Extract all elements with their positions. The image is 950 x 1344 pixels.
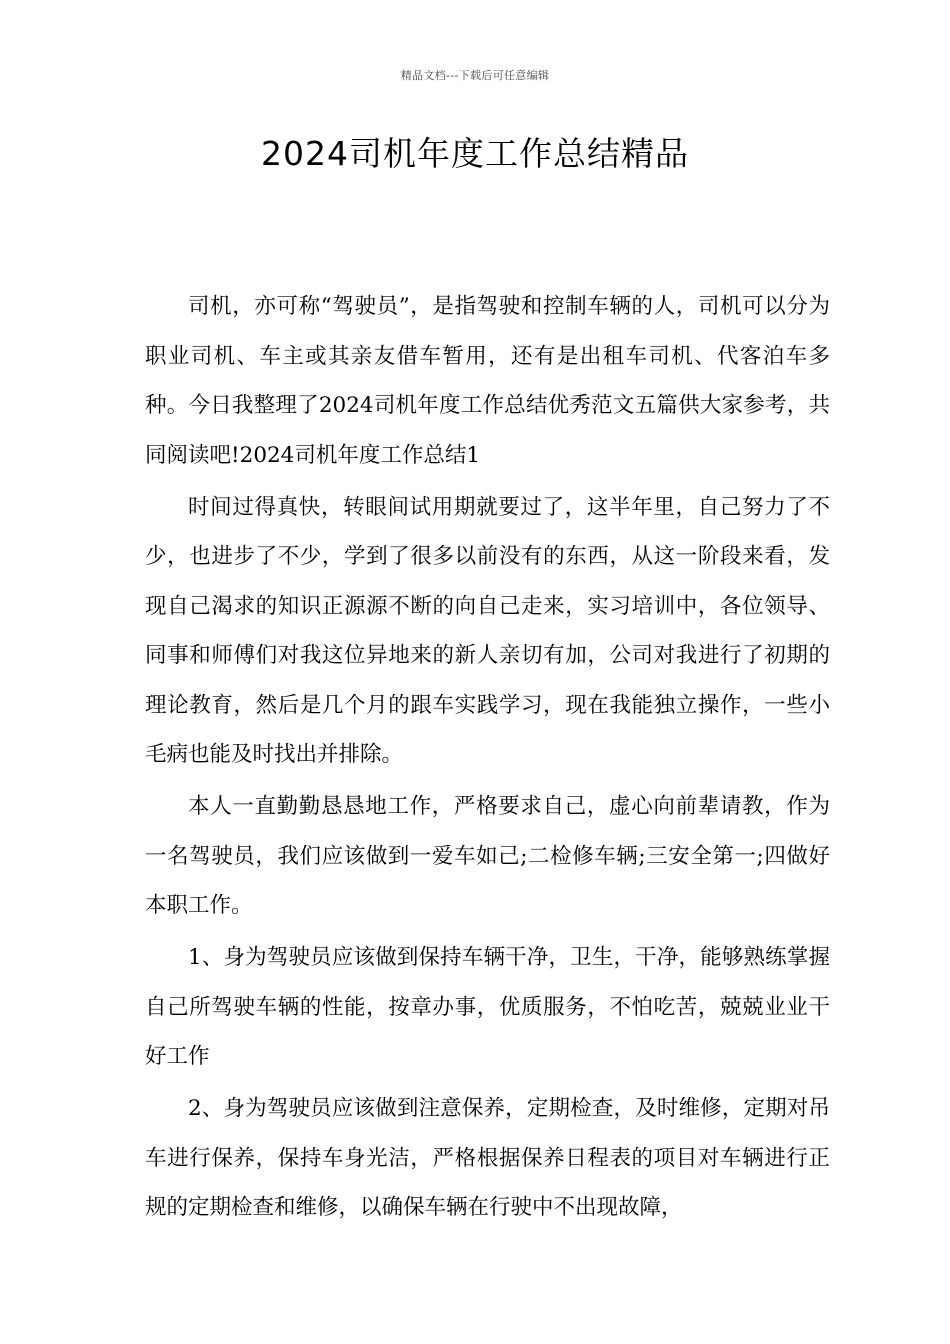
document-body <box>145 282 830 1235</box>
header-note: 精品文档---下载后可任意编辑 <box>400 69 550 82</box>
paragraph-item-1: 1、身为驾驶员应该做到保持车辆干净，卫生，干净，能够熟练掌握自己所驾驶车辆的性能，按章办事，优质服务，不怕吃苦，兢兢业业干好工作 <box>145 945 830 1069</box>
paragraph-intro: 司机，亦可称“驾驶员”，是指驾驶和控制车辆的人，司机可以分为职业司机、车主或其亲友借车暂用，还有是出租车司机、代客泊车多种。今日我整理了2024司机年度工作总结优秀范文五篇供大家参考，共同阅读吧!2024司机年度工作总结1 <box>145 294 830 468</box>
paragraph-item-2: 2、身为驾驶员应该做到注意保养，定期检查，及时维修，定期对吊车进行保养，保持车身光洁，严格根据保养日程表的项目对车辆进行正规的定期检查和维修，以确保车辆在行驶中不出现故障， <box>145 1096 830 1220</box>
paragraph-attitude: 本人一直勤勤恳恳地工作，严格要求自己，虚心向前辈请教，作为一名驾驶员，我们应该做到一爱车如己;二检修车辆;三安全第一;四做好本职工作。 <box>145 794 830 918</box>
paragraph-time: 时间过得真快，转眼间试用期就要过了，这半年里，自己努力了不少，也进步了不少，学到了很多以前没有的东西，从这一阶段来看，发现自己渴求的知识正源源不断的向自己走来，实习培训中，各位领导、同事和师傅们对我这位异地来的新人亲切有加，公司对我进行了初期的理论教育，然后是几个月的跟车实践学习，现在我能独立操作，一些小毛病也能及时找出并排除。 <box>145 494 830 767</box>
page-title: 2024司机年度工作总结精品 <box>261 134 689 173</box>
